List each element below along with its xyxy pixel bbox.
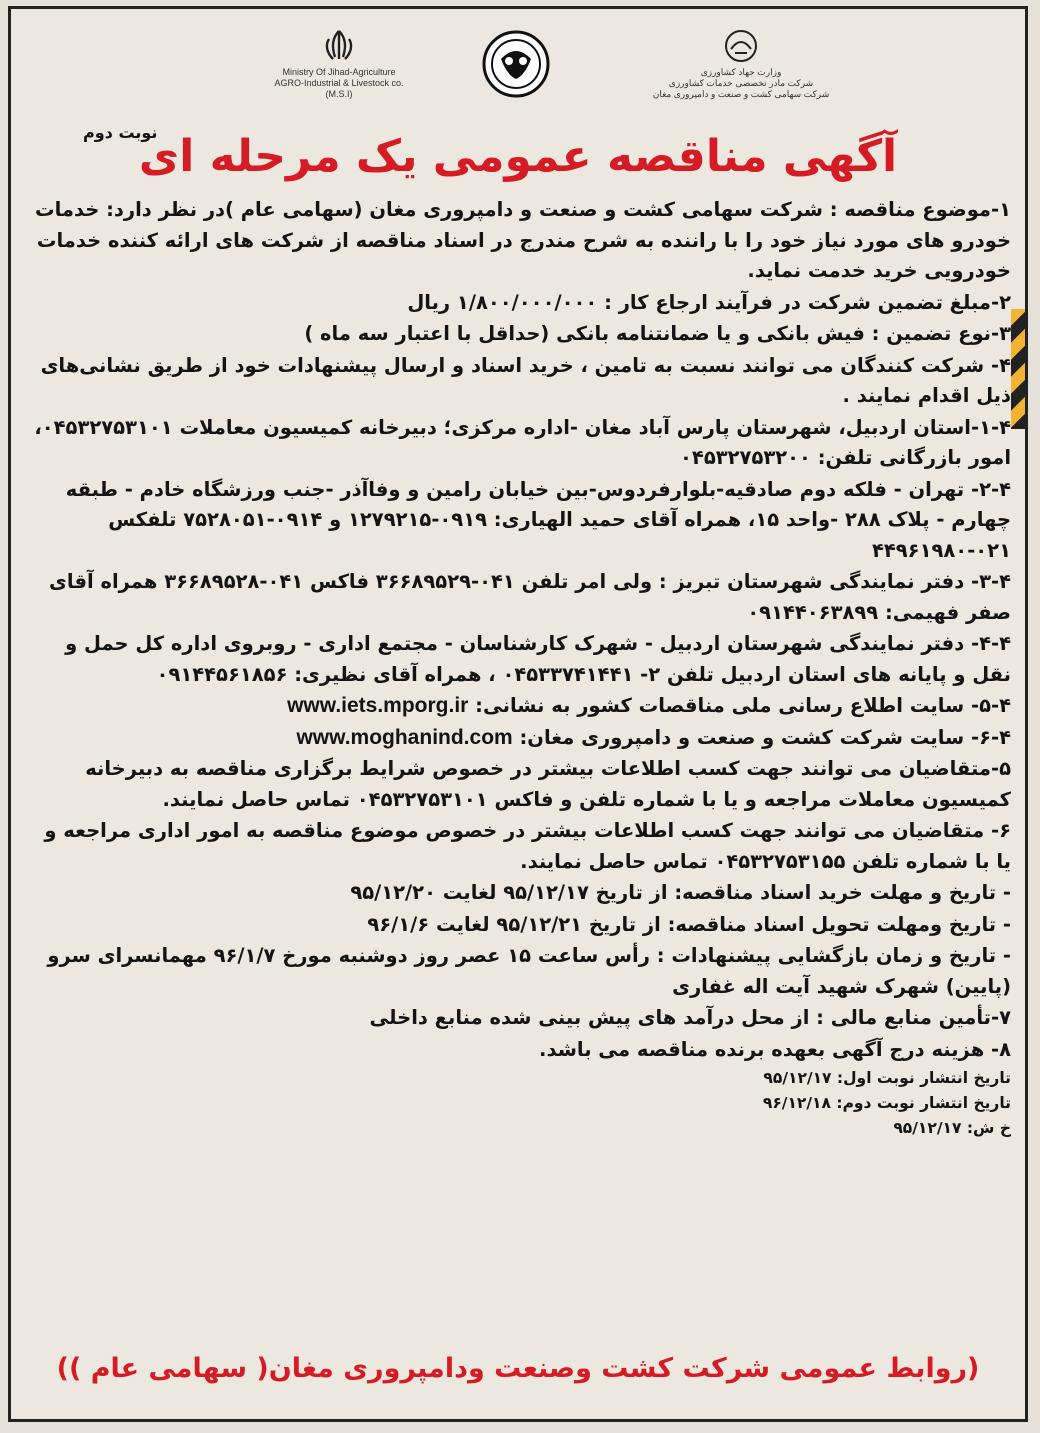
section-4-2: ۲-۴- تهران - فلکه دوم صادقیه-بلوارفردوس-بین خیابان رامین و وفاآذر -جنب ورزشگاه خادم - طبقه چهارم - پلاک ۲۸۸ -واحد ۱۵، همراه آقای حمید الهیاری: ۰۹۱۹-۱۲۷۹۲۱۵ و ۰۹۱۴-۷۵۲۸۰۵۱ تلفکس ۰۲۱-۴۴۹۶۱۹۸۰ [65,477,1011,562]
publication-second: تاریخ انتشار نوبت دوم: ۹۶/۱۲/۱۸ [762,1094,1011,1112]
ministry-logo-block [249,29,429,100]
date-delivery: - تاریخ ومهلت تحویل اسناد مناقصه: از تاریخ ۹۵/۱۲/۲۱ لغایت ۹۶/۱/۶ [367,912,1011,936]
jihad-caption-line: شرکت سهامی کشت و صنعت و دامپروری مغان [652,89,830,99]
footer-signature: (روابط عمومی شرکت کشت وصنعت ودامپروری مغان( سهامی عام )) [56,1353,980,1384]
date-opening: - تاریخ و زمان بازگشایی پیشنهادات : رأس ساعت ۱۵ عصر روز دوشنبه مورخ ۹۶/۱/۷ مهمانسرای سرو (پایین) شهرک شهید آیت اله غفاری [47,944,1011,998]
round-label: نوبت دوم [83,123,158,142]
company-seal-icon [481,29,551,99]
ministry-caption-line: (M.S.I) [325,89,353,99]
section-6: ۶- متقاضیان می توانند جهت کسب اطلاعات بیشتر در خصوص موضوع مناقصه به امور اداری مراجعه و یا با شماره تلفن ۰۴۵۳۲۷۵۳۱۵۵ تماس حاصل نمایند. [44,819,1011,873]
publication-code: خ ش: ۹۵/۱۲/۱۷ [893,1119,1011,1137]
decorative-stripe [1011,309,1025,429]
section-7: ۷-تأمین منابع مالی : از محل درآمد های پیش بینی شده منابع داخلی [369,1006,1011,1029]
logo-bar [11,19,1025,119]
section-4-3: ۳-۴- دفتر نمایندگی شهرستان تبریز : ولی امر تلفن ۰۴۱-۳۶۶۸۹۵۲۹ فاکس ۰۴۱-۳۶۶۸۹۵۲۸ همراه آقای صفر فهیمی: ۰۹۱۴۴۰۶۳۸۹۹ [49,570,1011,624]
ministry-caption-line: AGRO-Industrial & Livestock co. [274,78,404,88]
section-4: ۴- شرکت کنندگان می توانند نسبت به تامین ، خرید اسناد و ارسال پیشنهادات خود از طریق نشانی‌های ذیل اقدام نمایند . [40,353,1011,407]
jihad-caption [631,67,851,100]
jihad-emblem-icon [721,29,761,63]
ministry-caption-line: Ministry Of Jihad-Agriculture [282,67,396,77]
section-8: ۸- هزینه درج آگهی بعهده برنده مناقصه می باشد. [539,1037,1011,1061]
section-4-5 [25,691,1011,722]
jihad-caption-line: شرکت مادر تخصصی خدمات کشاورزی [668,78,814,88]
advertisement-frame [8,6,1028,1422]
section-1: ۱-موضوع مناقصه : شرکت سهامی کشت و صنعت و دامپروری مغان (سهامی عام )در نظر دارد: خدمات خودرو های مورد نیاز خود را با راننده به شرح مندرج در اسناد مناقصه از شرکت های ارائه کننده خدمات خودرویی خرید خدمت نماید. [34,198,1011,282]
iran-emblem-icon [319,29,359,63]
company-logo [481,29,551,103]
section-5: ۵-متقاضیان می توانند جهت کسب اطلاعات بیشتر در خصوص شرایط برگزاری مناقصه به دبیرخانه کمیسیون معاملات مراجعه و یا با شماره تلفن و فاکس ۰۴۵۳۲۷۵۳۱۰۱ تماس حاصل نمایند. [85,757,1011,811]
section-4-5-label: ۵-۴- سایت اطلاع رسانی ملی مناقصات کشور به نشانی: [475,694,1011,717]
jihad-caption-line: وزارت جهاد کشاورزی [700,67,782,77]
iets-link[interactable]: www.iets.mporg.ir [287,694,469,717]
publication-block [25,1066,1011,1141]
section-4-1: ۱-۴-استان اردبیل، شهرستان پارس آباد مغان -اداره مرکزی؛ دبیرخانه کمیسیون معاملات ۰۴۵۳۲۷۵۳۱۰۱، امور بازرگانی تلفن: ۰۴۵۳۲۷۵۳۲۰۰ [34,415,1011,469]
date-purchase: - تاریخ و مهلت خرید اسناد مناقصه: از تاریخ ۹۵/۱۲/۱۷ لغایت ۹۵/۱۲/۲۰ [350,881,1011,904]
section-3: ۳-نوع تضمین : فیش بانکی و یا ضمانتنامه بانکی (حداقل با اعتبار سه ماه ) [304,322,1011,345]
section-4-6 [25,723,1011,754]
publication-first: تاریخ انتشار نوبت اول: ۹۵/۱۲/۱۷ [763,1069,1011,1087]
moghanind-link[interactable]: www.moghanind.com [296,725,513,749]
section-4-6-label: ۶-۴- سایت شرکت کشت و صنعت و دامپروری مغان: [519,725,1011,749]
page-title: آگهی مناقصه عمومی یک مرحله ای [138,131,898,182]
ministry-caption [249,67,429,100]
announcement-body [25,195,1011,1141]
section-2: ۲-مبلغ تضمین شرکت در فرآیند ارجاع کار : ۱/۸۰۰/۰۰۰/۰۰۰ ریال [407,290,1011,314]
jihad-logo-block [631,29,851,100]
section-4-4: ۴-۴- دفتر نمایندگی شهرستان اردبیل - شهرک کارشناسان - مجتمع اداری - روبروی اداره کل حمل و نقل و پایانه های استان اردبیل تلفن ۲- ۰۴۵۳۳۷۴۱۴۴۱ ، همراه آقای نظیری: ۰۹۱۴۴۵۶۱۸۵۶ [65,632,1011,686]
